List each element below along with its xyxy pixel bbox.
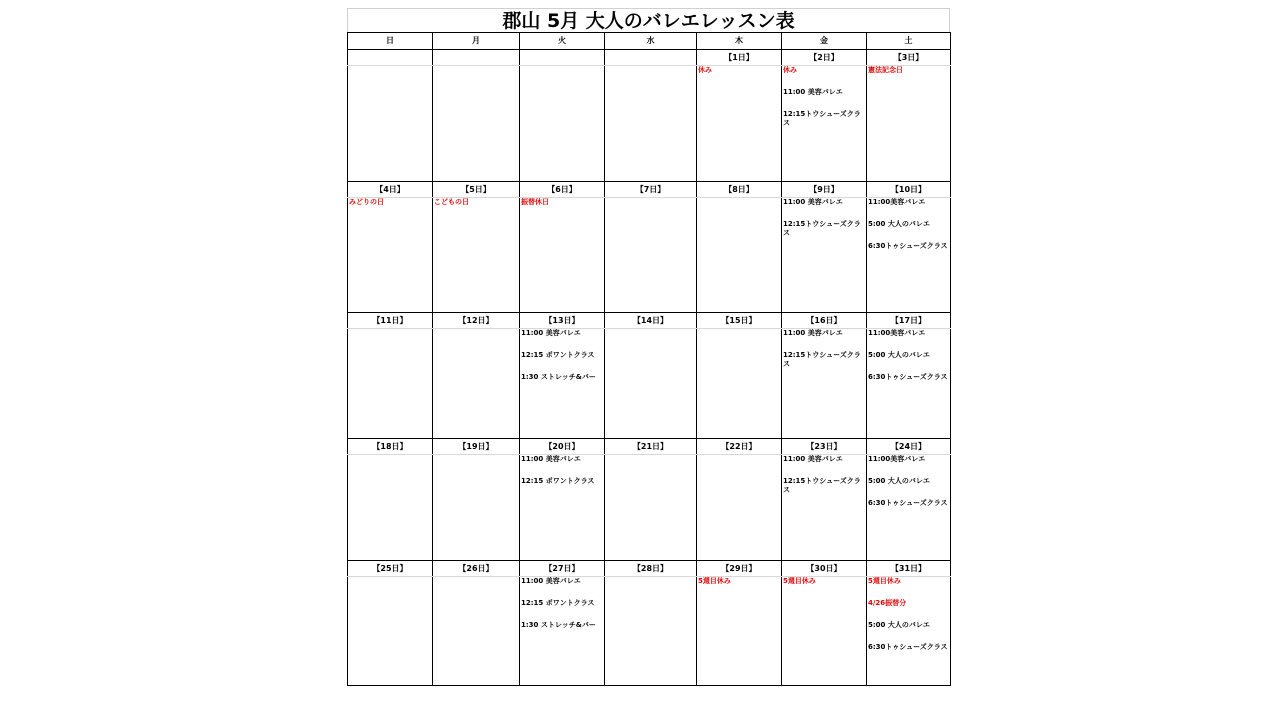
day-cell [520,198,605,313]
day-cell [867,66,951,182]
lesson-entry: 1:30 ストレッチ&バー [521,373,596,381]
weekday-sun: 日 [348,33,433,50]
day-date-label: 【4日】 [348,182,433,198]
lesson-entry: 5:00 大人のバレエ [868,621,930,629]
day-date-label: 【19日】 [433,439,520,455]
day-cell [605,66,697,182]
lesson-entry: 11:00美容バレエ [868,198,926,206]
day-cell [782,329,867,439]
day-date-label: 【31日】 [867,561,951,577]
lesson-entry: 11:00 美容バレエ [783,88,843,96]
events-row [348,577,951,686]
day-cell [348,66,433,182]
day-cell [782,198,867,313]
day-date-label: 【14日】 [605,313,697,329]
day-cell [867,577,951,686]
holiday-note: 5週目休み [783,577,816,585]
day-date-label: 【12日】 [433,313,520,329]
day-cell [697,198,782,313]
day-date-label: 【15日】 [697,313,782,329]
events-row [348,198,951,313]
lesson-entry: 12:15トウシューズクラス [783,477,861,494]
day-date-label: 【27日】 [520,561,605,577]
lesson-entry: 12:15 ポワントクラス [521,477,595,485]
holiday-note: 憲法記念日 [868,66,903,74]
day-cell [348,455,433,561]
day-date-label: 【3日】 [867,50,951,66]
day-cell [605,329,697,439]
day-cell [697,329,782,439]
day-date-label: 【13日】 [520,313,605,329]
day-date-label: 【1日】 [697,50,782,66]
day-date-label [348,50,433,66]
lesson-entry: 6:30トゥシューズクラス [868,643,948,651]
lesson-entry: 11:00 美容バレエ [783,455,843,463]
holiday-note: 休み [698,66,712,74]
lesson-entry: 1:30 ストレッチ&バー [521,621,596,629]
day-date-label: 【18日】 [348,439,433,455]
day-date-label: 【24日】 [867,439,951,455]
day-cell [605,577,697,686]
day-cell [867,329,951,439]
day-date-label: 【29日】 [697,561,782,577]
day-cell [867,198,951,313]
day-cell [433,66,520,182]
holiday-note: みどりの日 [349,198,384,206]
day-date-label: 【7日】 [605,182,697,198]
events-row [348,329,951,439]
date-row [348,50,951,66]
lesson-entry: 11:00 美容バレエ [783,329,843,337]
day-date-label [520,50,605,66]
day-cell [433,329,520,439]
day-cell [782,455,867,561]
weekday-sat: 土 [867,33,951,50]
day-date-label: 【30日】 [782,561,867,577]
lesson-entry: 12:15トウシューズクラス [783,351,861,368]
day-cell [433,198,520,313]
day-date-label: 【20日】 [520,439,605,455]
day-date-label: 【9日】 [782,182,867,198]
lesson-entry: 11:00 美容バレエ [521,455,581,463]
lesson-entry: 6:30トゥシューズクラス [868,373,948,381]
lesson-entry: 5:00 大人のバレエ [868,351,930,359]
events-row [348,66,951,182]
lesson-entry: 5:00 大人のバレエ [868,477,930,485]
day-cell [348,577,433,686]
lesson-entry: 6:30トゥシューズクラス [868,499,948,507]
holiday-note: 振替休日 [521,198,549,206]
lesson-entry: 11:00 美容バレエ [521,329,581,337]
day-cell [782,66,867,182]
holiday-note: 5週目休み [868,577,901,585]
day-cell [867,455,951,561]
lesson-entry: 11:00美容バレエ [868,329,926,337]
date-row [348,182,951,198]
weekday-tue: 火 [520,33,605,50]
day-date-label: 【22日】 [697,439,782,455]
holiday-note: 休み [783,66,797,74]
day-cell [348,198,433,313]
day-date-label [605,50,697,66]
lesson-entry: 12:15 ポワントクラス [521,351,595,359]
day-cell [348,329,433,439]
day-date-label [433,50,520,66]
day-cell [433,577,520,686]
holiday-note: 5週目休み [698,577,731,585]
day-date-label: 【25日】 [348,561,433,577]
day-cell [520,329,605,439]
day-date-label: 【16日】 [782,313,867,329]
day-date-label: 【6日】 [520,182,605,198]
day-date-label: 【5日】 [433,182,520,198]
lesson-entry: 12:15トウシューズクラス [783,110,861,127]
lesson-entry: 12:15 ポワントクラス [521,599,595,607]
day-cell [520,577,605,686]
day-date-label: 【17日】 [867,313,951,329]
date-row [348,439,951,455]
weekday-fri: 金 [782,33,867,50]
day-date-label: 【8日】 [697,182,782,198]
holiday-note: 4/26振替分 [868,599,907,607]
lesson-entry: 6:30トゥシューズクラス [868,242,948,250]
day-date-label: 【2日】 [782,50,867,66]
page-title: 郡山 5月 大人のバレエレッスン表 [347,8,950,32]
day-cell [520,455,605,561]
lesson-entry: 12:15トウシューズクラス [783,220,861,237]
calendar-body [348,50,951,686]
holiday-note: こどもの日 [434,198,469,206]
day-cell [697,455,782,561]
day-cell [605,455,697,561]
day-cell [520,66,605,182]
day-date-label: 【10日】 [867,182,951,198]
calendar-table [347,32,951,686]
weekday-thu: 木 [697,33,782,50]
date-row [348,313,951,329]
day-date-label: 【21日】 [605,439,697,455]
day-date-label: 【11日】 [348,313,433,329]
day-date-label: 【28日】 [605,561,697,577]
events-row [348,455,951,561]
weekday-header-row [348,33,951,50]
weekday-wed: 水 [605,33,697,50]
lesson-entry: 11:00美容バレエ [868,455,926,463]
weekday-mon: 月 [433,33,520,50]
day-date-label: 【26日】 [433,561,520,577]
schedule-sheet [347,8,950,686]
date-row [348,561,951,577]
day-date-label: 【23日】 [782,439,867,455]
day-cell [605,198,697,313]
day-cell [697,66,782,182]
day-cell [782,577,867,686]
lesson-entry: 5:00 大人のバレエ [868,220,930,228]
day-cell [433,455,520,561]
lesson-entry: 11:00 美容バレエ [783,198,843,206]
lesson-entry: 11:00 美容バレエ [521,577,581,585]
day-cell [697,577,782,686]
